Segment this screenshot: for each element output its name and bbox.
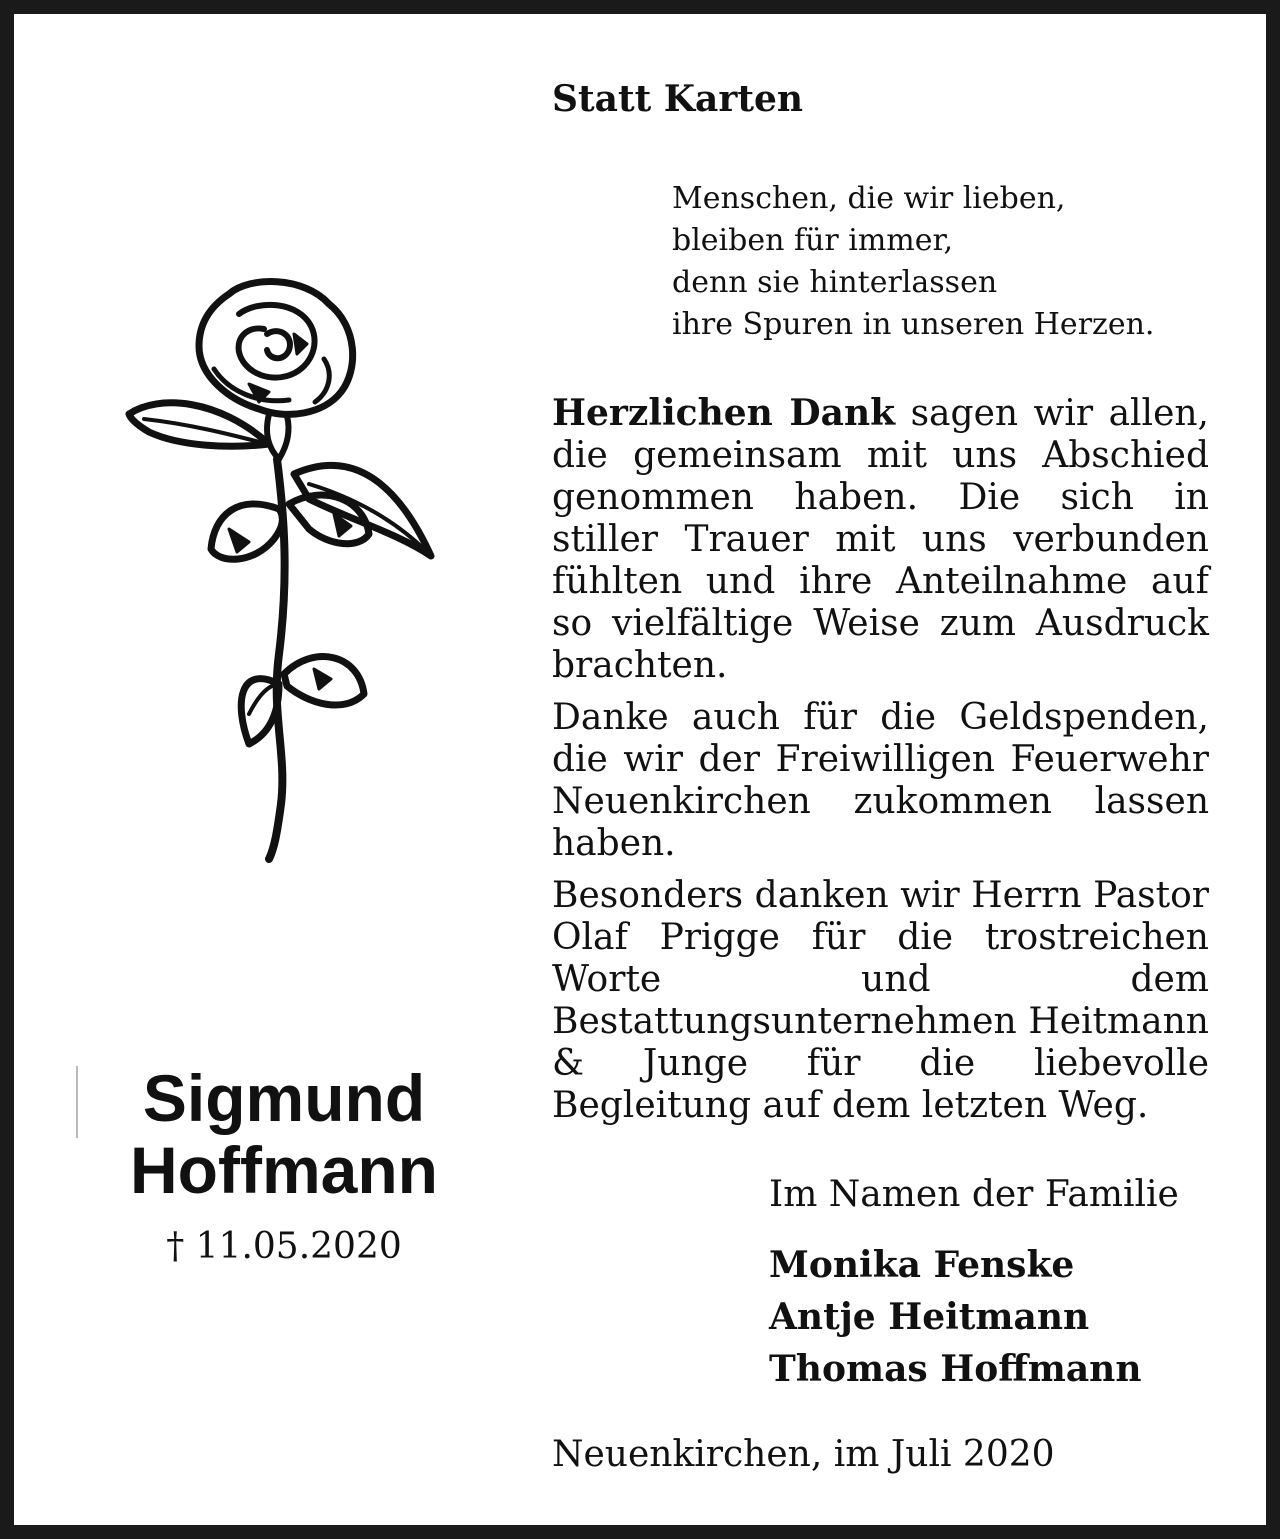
poem-line: denn sie hinterlassen (672, 265, 998, 300)
deceased-block (74, 1062, 494, 1267)
family-names (769, 1239, 1142, 1395)
thanks-emphasis: Herzlichen Dank (552, 392, 896, 434)
thanks-paragraph-1-text: sagen wir allen, die gemeinsam mit uns Abschied genommen haben. Die sich in stiller Trauer mit uns verbunden fühlten und ihre Anteilnahme auf so vielfältige Weise zum Ausdruck brachten. (552, 393, 1209, 686)
family-name: Antje Heitmann (769, 1296, 1090, 1338)
thanks-paragraph-2: Danke auch für die Geldspenden, die wir der Freiwilligen Feuerwehr Neuenkirchen zukommen lassen haben. (552, 697, 1209, 864)
poem-line: bleiben für immer, (672, 223, 954, 258)
poem-line: Menschen, die wir lieben, (672, 181, 1066, 216)
thanks-paragraph-3: Besonders danken wir Herrn Pastor Olaf Prigge für die trostreichen Worte und dem Bestattungsunternehmen Heitmann & Junge für die liebevolle Begleitung auf dem letzten Weg. (552, 875, 1209, 1126)
death-date: † 11.05.2020 (166, 1226, 402, 1267)
rose-icon (119, 274, 449, 864)
notice-heading: Statt Karten (552, 78, 804, 120)
thanks-text (552, 392, 1209, 1137)
signature-intro: Im Namen der Familie (769, 1174, 1179, 1215)
poem (672, 178, 1154, 346)
place-date: Neuenkirchen, im Juli 2020 (552, 1434, 1055, 1475)
deceased-last-name: Hoffmann (130, 1133, 438, 1207)
poem-line: ihre Spuren in unseren Herzen. (672, 307, 1155, 342)
thanks-paragraph-1 (552, 392, 1209, 687)
family-name: Monika Fenske (769, 1244, 1075, 1286)
family-name: Thomas Hoffmann (769, 1348, 1142, 1390)
deceased-first-name: Sigmund (142, 1061, 426, 1135)
